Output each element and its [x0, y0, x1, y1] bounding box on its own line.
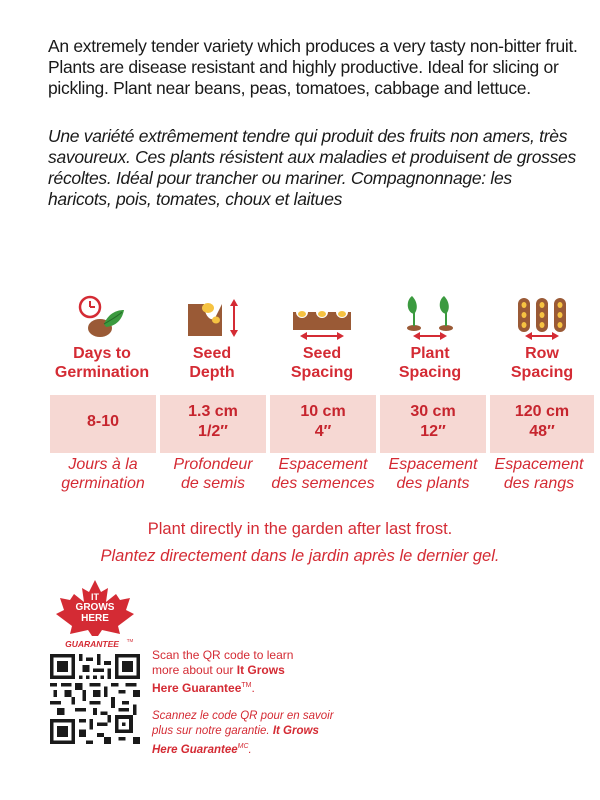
qr-french-line1: Scannez le code QR pour en savoir	[152, 710, 334, 722]
plant-spacing-label-line1: Plant	[410, 345, 450, 362]
seed-depth-french-label	[152, 455, 274, 493]
seed-depth-value-box	[160, 395, 266, 453]
qr-english-more-about: more about our	[152, 663, 234, 677]
qr-english-line1: Scan the QR code to learn	[152, 648, 294, 662]
germination-french-label	[42, 455, 164, 493]
plant-spacing-french-line1: Espacement	[388, 456, 478, 473]
info-column-row-spacing	[486, 292, 598, 382]
seed-depth-french-line1: Profondeur	[173, 456, 253, 473]
info-column-germination	[46, 292, 158, 382]
row-spacing-label-line2: Spacing	[510, 364, 574, 381]
qr-instructions-french	[152, 709, 342, 758]
qr-french-line2	[152, 724, 342, 739]
seed-depth-label-line2: Depth	[189, 364, 235, 381]
germination-label-line2: Germination	[54, 364, 150, 381]
logo-text-grows: GROWS	[75, 602, 115, 613]
seed-spacing-label-line1: Seed	[302, 345, 342, 362]
it-grows-here-guarantee-logo	[52, 578, 138, 650]
info-column-plant-spacing	[374, 292, 486, 382]
seed-spacing-imperial-value: 4″	[314, 423, 332, 440]
seed-depth-metric-value: 1.3 cm	[188, 403, 238, 420]
row-spacing-french-line2: des rangs	[503, 475, 575, 492]
plant-spacing-imperial-value: 12″	[420, 423, 446, 440]
row-spacing-value-box	[490, 395, 594, 453]
seed-spacing-value-box	[270, 395, 376, 453]
plant-spacing-label-line2: Spacing	[398, 364, 462, 381]
qr-french-it-grows: It Grows	[272, 725, 319, 737]
seed-depth-french-line2: de semis	[180, 475, 246, 492]
french-description: Une variété extrêmement tendre qui produit des fruits non amers, très savoureux. Ces plants résistent aux maladies et produisent de grosses récoltes. Idéal pour trancher ou mariner. Compagnonnage: les haricots, pois, tomates, choux et laitues	[48, 126, 576, 209]
row-spacing-icon	[512, 294, 572, 340]
row-spacing-label-line1: Row	[525, 345, 559, 362]
info-column-seed-spacing	[266, 292, 378, 382]
qr-french-here-guarantee: Here Guarantee	[152, 743, 238, 756]
seed-depth-icon	[182, 294, 242, 340]
seed-spacing-french-label	[262, 455, 384, 493]
qr-english-line2	[152, 663, 342, 678]
qr-english-line3: Here Guarantee™.	[152, 681, 255, 695]
seed-spacing-metric-value: 10 cm	[300, 403, 346, 420]
qr-french-garantie: plus sur notre garantie.	[152, 725, 270, 737]
row-spacing-french-line1: Espacement	[494, 456, 584, 473]
seed-spacing-french-line1: Espacement	[278, 456, 368, 473]
plant-spacing-metric-value: 30 cm	[410, 403, 456, 420]
seed-spacing-label-line2: Spacing	[290, 364, 354, 381]
seed-depth-imperial-value: 1/2″	[198, 423, 228, 440]
english-description: An extremely tender variety which produces a very tasty non-bitter fruit. Plants are disease resistant and highly productive. Ideal for slicing or pickling. Plant near beans, peas, tomatoes, cabbage and lettuce.	[48, 36, 578, 98]
seed-depth-label-line1: Seed	[192, 345, 232, 362]
logo-text-guarantee: GUARANTEE	[65, 639, 119, 649]
plant-spacing-french-line2: des plants	[396, 475, 470, 492]
planting-instruction-french: Plantez directement dans le jardin après le dernier gel.	[100, 547, 500, 565]
planting-instruction-english: Plant directly in the garden after last frost.	[147, 520, 453, 538]
qr-english-it-grows: It Grows	[236, 663, 285, 677]
row-spacing-imperial-value: 48″	[529, 423, 555, 440]
plant-spacing-value-box	[380, 395, 486, 453]
logo-text-here: HERE	[81, 613, 109, 624]
logo-text-tm: TM	[126, 638, 134, 643]
logo-text-it: IT	[91, 592, 99, 602]
qr-french-mc: MC	[237, 743, 249, 750]
row-spacing-french-label	[478, 455, 600, 493]
info-column-seed-depth	[156, 292, 268, 382]
plant-spacing-french-label	[372, 455, 494, 493]
germination-label-line1: Days to	[73, 345, 131, 362]
qr-instructions-english	[152, 648, 342, 696]
germination-clock-icon	[74, 294, 130, 340]
germination-french-line2: germination	[61, 475, 145, 492]
qr-english-tm: TM	[241, 682, 252, 689]
qr-code[interactable]	[50, 654, 140, 744]
qr-english-here-guarantee: Here Guarantee	[152, 681, 242, 695]
row-spacing-metric-value: 120 cm	[514, 403, 570, 420]
germination-french-line1: Jours à la	[68, 456, 138, 473]
germination-value: 8-10	[86, 413, 120, 430]
seed-spacing-icon	[287, 294, 357, 340]
seed-spacing-french-line2: des semences	[271, 475, 375, 492]
germination-value-box	[50, 395, 156, 453]
qr-french-line3: Here Guarantee$^{MC}$.	[152, 743, 252, 756]
plant-spacing-icon	[402, 294, 458, 340]
